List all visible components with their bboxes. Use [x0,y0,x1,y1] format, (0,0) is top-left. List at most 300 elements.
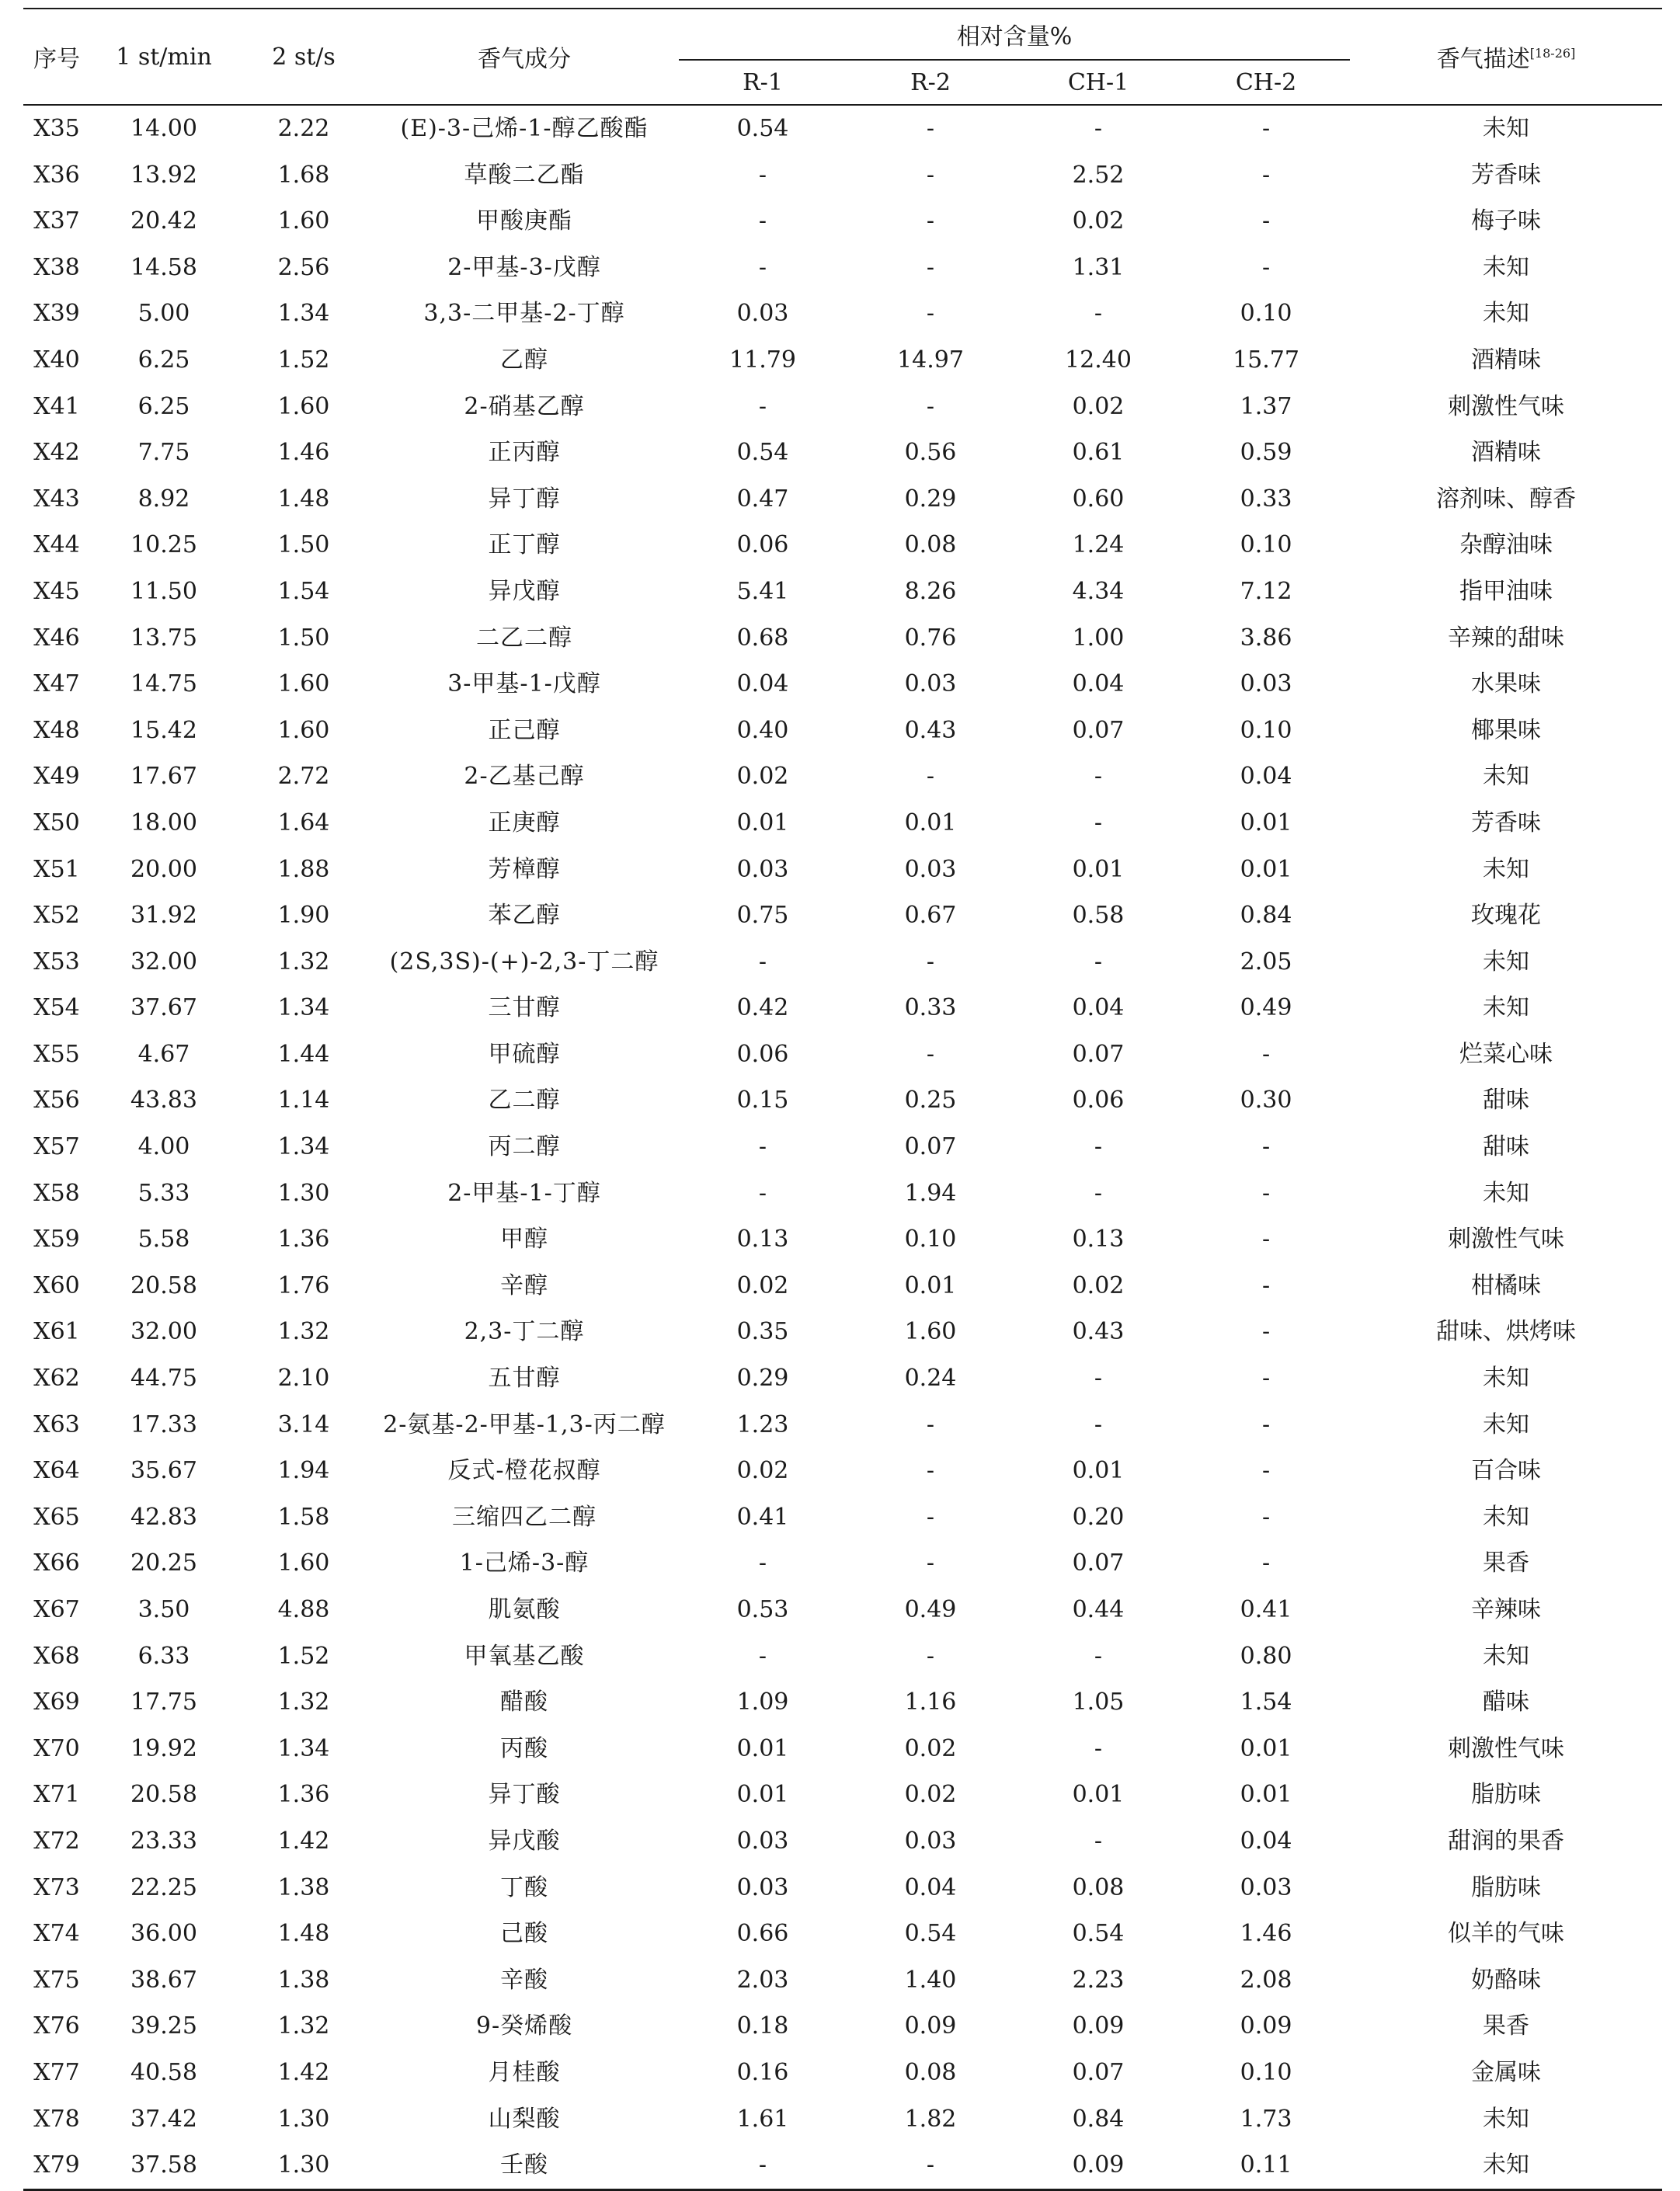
cell-index: X57 [33,1133,80,1161]
cell-ch2: - [1261,1133,1271,1161]
cell-rt1: 5.00 [137,300,190,328]
cell-index: X67 [33,1596,80,1623]
table-row [23,1402,1662,1448]
cell-rt2: 1.60 [277,716,330,744]
cell-description: 甜润的果香 [1448,1827,1565,1855]
table-row [23,245,1662,291]
cell-r1: - [758,1179,767,1207]
cell-description: 烂菜心味 [1459,1040,1553,1068]
cell-ch1: - [1094,1734,1103,1762]
cell-r1: 0.41 [736,1503,789,1531]
cell-ch1: 0.09 [1072,2012,1125,2040]
cell-ch1: 0.02 [1072,392,1125,420]
cell-ch2: 0.01 [1240,855,1292,883]
cell-index: X55 [33,1040,80,1068]
cell-description: 未知 [1483,300,1530,328]
cell-ch2: - [1261,1503,1271,1531]
cell-rt2: 1.32 [277,948,330,976]
header-component: 香气成分 [370,9,679,104]
cell-description: 未知 [1483,253,1530,281]
cell-ch1: 0.01 [1072,855,1125,883]
cell-rt2: 1.54 [277,577,330,605]
cell-description: 甜味 [1483,1133,1530,1161]
cell-r2: 0.08 [904,2058,957,2086]
cell-component: 三缩四乙二醇 [452,1503,597,1531]
cell-index: X63 [33,1410,80,1438]
cell-rt1: 37.58 [90,2142,238,2189]
cell-component: 肌氨酸 [488,1596,561,1623]
header-description-ref: [18-26] [1529,46,1576,61]
cell-r1: 0.29 [736,1365,789,1393]
cell-ch2: - [1261,1040,1271,1068]
cell-rt1: 20.58 [130,1781,197,1809]
cell-index: X37 [33,207,80,235]
cell-r2: - [926,1503,935,1531]
cell-description: 果香 [1483,1549,1530,1577]
cell-ch2: 2.08 [1240,1966,1292,1994]
cell-r2: - [926,1549,935,1577]
cell-ch2: 0.30 [1240,1087,1292,1115]
cell-component: 正丁醇 [488,531,561,559]
cell-description: 未知 [1483,948,1530,976]
cell-ch2: 0.59 [1240,439,1292,467]
cell-ch2: 1.54 [1240,1688,1292,1716]
cell-rt1: 15.42 [130,716,197,744]
cell-r2: 0.43 [904,716,957,744]
cell-component: 乙醇 [500,346,548,374]
cell-rt2: 1.44 [277,1040,330,1068]
cell-rt2: 1.30 [238,2142,370,2189]
cell-component: 3-甲基-1-戊醇 [447,670,601,698]
table-row [23,1077,1662,1124]
cell-r2: 0.54 [904,1920,957,1948]
cell-description: 甜味、烘烤味 [1436,1318,1577,1346]
cell-rt2: 1.42 [277,1827,330,1855]
cell-component: (E)-3-己烯-1-醇乙酸酯 [400,115,649,142]
cell-index: X71 [33,1781,80,1809]
cell-r1: 1.09 [736,1688,789,1716]
cell-description: 玫瑰花 [1471,902,1542,930]
cell-component: (2S,3S)-(+)-2,3-丁二醇 [389,948,659,976]
cell-ch1: 2.52 [1072,161,1125,189]
cell-ch1: 0.07 [1072,1549,1125,1577]
cell-r2: 1.94 [904,1179,957,1207]
cell-r2: 0.29 [904,485,957,513]
cell-component: 正己醇 [488,716,561,744]
cell-index: X65 [33,1503,80,1531]
cell-index: X68 [33,1642,80,1670]
cell-rt1: 3.50 [137,1596,190,1623]
cell-rt2: 1.88 [277,855,330,883]
table-row [23,105,1662,152]
cell-r2: 0.09 [904,2012,957,2040]
table-row [23,1911,1662,1957]
table-row [23,2003,1662,2050]
cell-description: 未知 [1483,1365,1530,1393]
cell-index: X41 [33,392,80,420]
cell-rt2: 3.14 [277,1410,330,1438]
cell-rt1: 37.42 [130,2105,197,2133]
cell-ch2: 0.03 [1240,1873,1292,1901]
cell-r2: 14.97 [897,346,964,374]
cell-ch2: - [1261,1271,1271,1299]
cell-component: 甲氧基乙酸 [464,1642,585,1670]
table-row [23,847,1662,893]
cell-ch1: 0.07 [1072,2058,1125,2086]
cell-r2: - [926,948,935,976]
cell-description: 辛辣味 [1471,1596,1542,1623]
cell-r2: 0.25 [904,1087,957,1115]
cell-ch1: 0.44 [1072,1596,1125,1623]
header-description [1350,9,1662,104]
cell-component: 1-己烯-3-醇 [459,1549,590,1577]
cell-rt1: 23.33 [130,1827,197,1855]
cell-ch2: 0.80 [1240,1642,1292,1670]
cell-ch2: - [1261,1457,1271,1485]
cell-rt2: 1.36 [277,1781,330,1809]
cell-description: 未知 [1483,115,1530,142]
cell-ch1: 0.02 [1072,1271,1125,1299]
cell-r1: 11.79 [729,346,796,374]
cell-index: X74 [33,1920,80,1948]
cell-component: 乙二醇 [488,1087,561,1115]
cell-index: X52 [33,902,80,930]
cell-ch1: 0.20 [1072,1503,1125,1531]
cell-ch1: - [1094,1133,1103,1161]
cell-rt1: 36.00 [130,1920,197,1948]
cell-r2: - [926,1642,935,1670]
cell-rt1: 10.25 [130,531,197,559]
cell-component: 2-乙基己醇 [464,763,585,791]
cell-rt2: 1.76 [277,1271,330,1299]
cell-r1: - [758,253,767,281]
cell-r1: 0.54 [736,115,789,142]
table-row [23,1540,1662,1587]
cell-index: X77 [33,2058,80,2086]
cell-component: 丙酸 [500,1734,548,1762]
cell-index: X48 [33,716,80,744]
cell-ch2: - [1261,1549,1271,1577]
table-row [23,1633,1662,1680]
cell-ch2: 0.41 [1240,1596,1292,1623]
cell-rt1: 11.50 [130,577,197,605]
cell-rt1: 31.92 [130,902,197,930]
table-row [23,430,1662,476]
cell-r1: 0.03 [736,855,789,883]
table-row [23,569,1662,615]
cell-ch2: - [1261,1179,1271,1207]
cell-r1: 0.66 [736,1920,789,1948]
cell-ch2: 0.01 [1240,1734,1292,1762]
cell-rt1: 14.75 [130,670,197,698]
cell-r1: 1.61 [736,2105,789,2133]
cell-r1: 0.02 [736,1457,789,1485]
cell-ch2: 0.10 [1240,531,1292,559]
cell-ch1: 1.24 [1072,531,1125,559]
cell-index: X40 [33,346,80,374]
cell-r1: - [758,207,767,235]
cell-r1: - [758,392,767,420]
cell-description: 脂肪味 [1471,1873,1542,1901]
cell-r2: 1.40 [904,1966,957,1994]
cell-r1: 0.53 [736,1596,789,1623]
header-description-label: 香气描述 [1436,46,1530,73]
cell-rt1: 44.75 [130,1365,197,1393]
cell-description: 未知 [1483,763,1530,791]
cell-index: X73 [33,1873,80,1901]
cell-description: 椰果味 [1471,716,1542,744]
cell-r2: 0.07 [904,1133,957,1161]
cell-rt1: 20.25 [130,1549,197,1577]
cell-r2: 0.08 [904,531,957,559]
table-row [23,1124,1662,1170]
cell-ch2: - [1261,1410,1271,1438]
cell-index: X58 [33,1179,80,1207]
cell-r1: 0.02 [736,1271,789,1299]
header-rt1: 1 st/min [90,9,238,104]
cell-ch1: - [1094,1827,1103,1855]
table-header [23,9,1662,105]
cell-component: 丙二醇 [488,1133,561,1161]
cell-description: 溶剂味、醇香 [1436,485,1577,513]
cell-ch1: 0.06 [1072,1087,1125,1115]
cell-rt2: 1.34 [277,1734,330,1762]
cell-index: X70 [33,1734,80,1762]
cell-r2: 0.49 [904,1596,957,1623]
cell-component: 己酸 [500,1920,548,1948]
cell-index: X61 [33,1318,80,1346]
cell-description: 刺激性气味 [1448,392,1565,420]
cell-r2: 0.02 [904,1734,957,1762]
cell-ch2: 0.33 [1240,485,1292,513]
cell-description: 似羊的气味 [1448,1920,1565,1948]
cell-index: X49 [33,763,80,791]
cell-component: 反式-橙花叔醇 [447,1457,601,1485]
cell-ch2: 7.12 [1240,577,1292,605]
cell-description: 未知 [1483,855,1530,883]
cell-rt1: 39.25 [130,2012,197,2040]
table-row [23,1772,1662,1818]
cell-r2: 1.82 [904,2105,957,2133]
cell-ch2: - [1261,1318,1271,1346]
cell-component: 三甘醇 [488,994,561,1022]
cell-rt2: 1.42 [277,2058,330,2086]
cell-rt1: 19.92 [130,1734,197,1762]
cell-r1: 0.01 [736,1781,789,1809]
cell-rt2: 2.22 [277,115,330,142]
cell-r2: - [926,1410,935,1438]
cell-rt2: 1.48 [277,1920,330,1948]
table-row [23,522,1662,569]
cell-rt2: 2.56 [277,253,330,281]
cell-rt1: 7.75 [137,439,190,467]
cell-index: X59 [33,1226,80,1254]
cell-index: X39 [33,300,80,328]
cell-rt2: 1.30 [277,1179,330,1207]
table-row [23,2050,1662,2096]
table-row [23,337,1662,384]
cell-description: 柑橘味 [1471,1271,1542,1299]
cell-component: 月桂酸 [488,2058,561,2086]
cell-r1: 2.03 [736,1966,789,1994]
table-body [23,105,1662,2189]
cell-ch2: 2.05 [1240,948,1292,976]
cell-component: 醋酸 [500,1688,548,1716]
table-row [23,615,1662,662]
cell-ch2: 0.01 [1240,809,1292,836]
cell-description: 水果味 [1471,670,1542,698]
cell-component: 异戊醇 [488,577,561,605]
cell-rt1: 32.00 [130,1318,197,1346]
cell-ch2: 0.11 [1182,2142,1350,2189]
cell-ch2: 1.37 [1240,392,1292,420]
cell-ch1: 0.07 [1072,716,1125,744]
cell-component: 辛醇 [500,1271,548,1299]
cell-index: X38 [33,253,80,281]
cell-rt2: 1.34 [277,300,330,328]
cell-rt1: 42.83 [130,1503,197,1531]
table-row [23,753,1662,800]
cell-rt1: 20.42 [130,207,197,235]
cell-index: X46 [33,624,80,652]
cell-r1: 0.40 [736,716,789,744]
cell-r1: 0.06 [736,1040,789,1068]
cell-index: X36 [33,161,80,189]
cell-component: 甲硫醇 [488,1040,561,1068]
cell-index: X54 [33,994,80,1022]
table-row [23,1494,1662,1541]
cell-r2: 0.02 [904,1781,957,1809]
cell-description: 未知 [1483,1642,1530,1670]
cell-component: 2-甲基-1-丁醇 [447,1179,601,1207]
cell-r1: 0.68 [736,624,789,652]
cell-r2: - [926,161,935,189]
cell-component: 壬酸 [370,2142,679,2189]
cell-r2: 0.10 [904,1226,957,1254]
cell-ch2: 1.46 [1240,1920,1292,1948]
cell-rt1: 13.92 [130,161,197,189]
cell-r2: - [926,300,935,328]
cell-r1: 5.41 [736,577,789,605]
cell-ch1: 0.54 [1072,1920,1125,1948]
table-row [23,1726,1662,1772]
cell-description: 未知 [1483,1410,1530,1438]
cell-rt1: 5.33 [137,1179,190,1207]
cell-r2: - [926,1040,935,1068]
cell-ch2: 0.04 [1240,763,1292,791]
table-row [23,800,1662,847]
cell-component: 异戊酸 [488,1827,561,1855]
cell-rt2: 1.46 [277,439,330,467]
cell-index: X78 [33,2105,80,2133]
cell-component: 异丁醇 [488,485,561,513]
cell-rt1: 5.58 [137,1226,190,1254]
cell-r2: - [926,763,935,791]
cell-r2: - [847,2142,1014,2189]
cell-description: 梅子味 [1471,207,1542,235]
cell-description: 刺激性气味 [1448,1734,1565,1762]
cell-rt1: 38.67 [130,1966,197,1994]
cell-rt1: 43.83 [130,1087,197,1115]
cell-rt2: 1.64 [277,809,330,836]
cell-ch1: 0.84 [1072,2105,1125,2133]
cell-r1: - [758,1133,767,1161]
cell-rt2: 1.60 [277,1549,330,1577]
cell-index: X42 [33,439,80,467]
cell-rt2: 1.58 [277,1503,330,1531]
table-row [23,892,1662,939]
cell-r1: 0.04 [736,670,789,698]
cell-description: 未知 [1483,1179,1530,1207]
cell-ch2: 3.86 [1240,624,1292,652]
cell-description: 辛辣的甜味 [1448,624,1565,652]
cell-rt1: 13.75 [130,624,197,652]
cell-r1: 0.01 [736,809,789,836]
cell-r2: 0.67 [904,902,957,930]
cell-ch2: - [1261,1226,1271,1254]
cell-ch2: 0.10 [1240,2058,1292,2086]
cell-description: 甜味 [1483,1087,1530,1115]
cell-index: X35 [33,115,80,142]
cell-r2: 1.16 [904,1688,957,1716]
cell-ch1: 1.00 [1072,624,1125,652]
cell-ch2: - [1261,161,1271,189]
cell-ch1: 0.02 [1072,207,1125,235]
cell-ch2: 0.10 [1240,716,1292,744]
cell-component: 芳樟醇 [488,855,561,883]
cell-ch1: 0.04 [1072,994,1125,1022]
cell-r2: 0.24 [904,1365,957,1393]
cell-ch1: - [1094,115,1103,142]
cell-component: 异丁酸 [488,1781,561,1809]
header-relative-content: 相对含量% [679,9,1350,60]
table-row [23,1818,1662,1865]
cell-ch1: 12.40 [1065,346,1132,374]
cell-rt1: 37.67 [130,994,197,1022]
cell-rt2: 1.60 [277,670,330,698]
cell-description: 芳香味 [1471,809,1542,836]
cell-index: X69 [33,1688,80,1716]
cell-index: X60 [33,1271,80,1299]
table-row [23,1587,1662,1633]
cell-ch1: 0.43 [1072,1318,1125,1346]
table-row [23,939,1662,986]
table-row [23,1263,1662,1309]
cell-ch1: 0.58 [1072,902,1125,930]
cell-rt2: 1.60 [277,207,330,235]
cell-r1: - [758,1642,767,1670]
cell-description: 未知 [1483,1503,1530,1531]
cell-r2: 0.76 [904,624,957,652]
cell-r2: 1.60 [904,1318,957,1346]
cell-component: 2-甲基-3-戊醇 [447,253,601,281]
header-index: 序号 [23,9,90,104]
table-row [23,708,1662,754]
cell-ch1: - [1094,1365,1103,1393]
cell-r1: 0.03 [736,300,789,328]
cell-component: 丁酸 [500,1873,548,1901]
cell-rt1: 20.58 [130,1271,197,1299]
cell-index: X53 [33,948,80,976]
cell-r1: - [758,948,767,976]
cell-ch2: 0.03 [1240,670,1292,698]
cell-r1: 0.01 [736,1734,789,1762]
cell-component: 甲醇 [500,1226,548,1254]
cell-ch1: 1.05 [1072,1688,1125,1716]
cell-ch1: 0.07 [1072,1040,1125,1068]
table-row [23,1448,1662,1494]
cell-description: 酒精味 [1471,439,1542,467]
